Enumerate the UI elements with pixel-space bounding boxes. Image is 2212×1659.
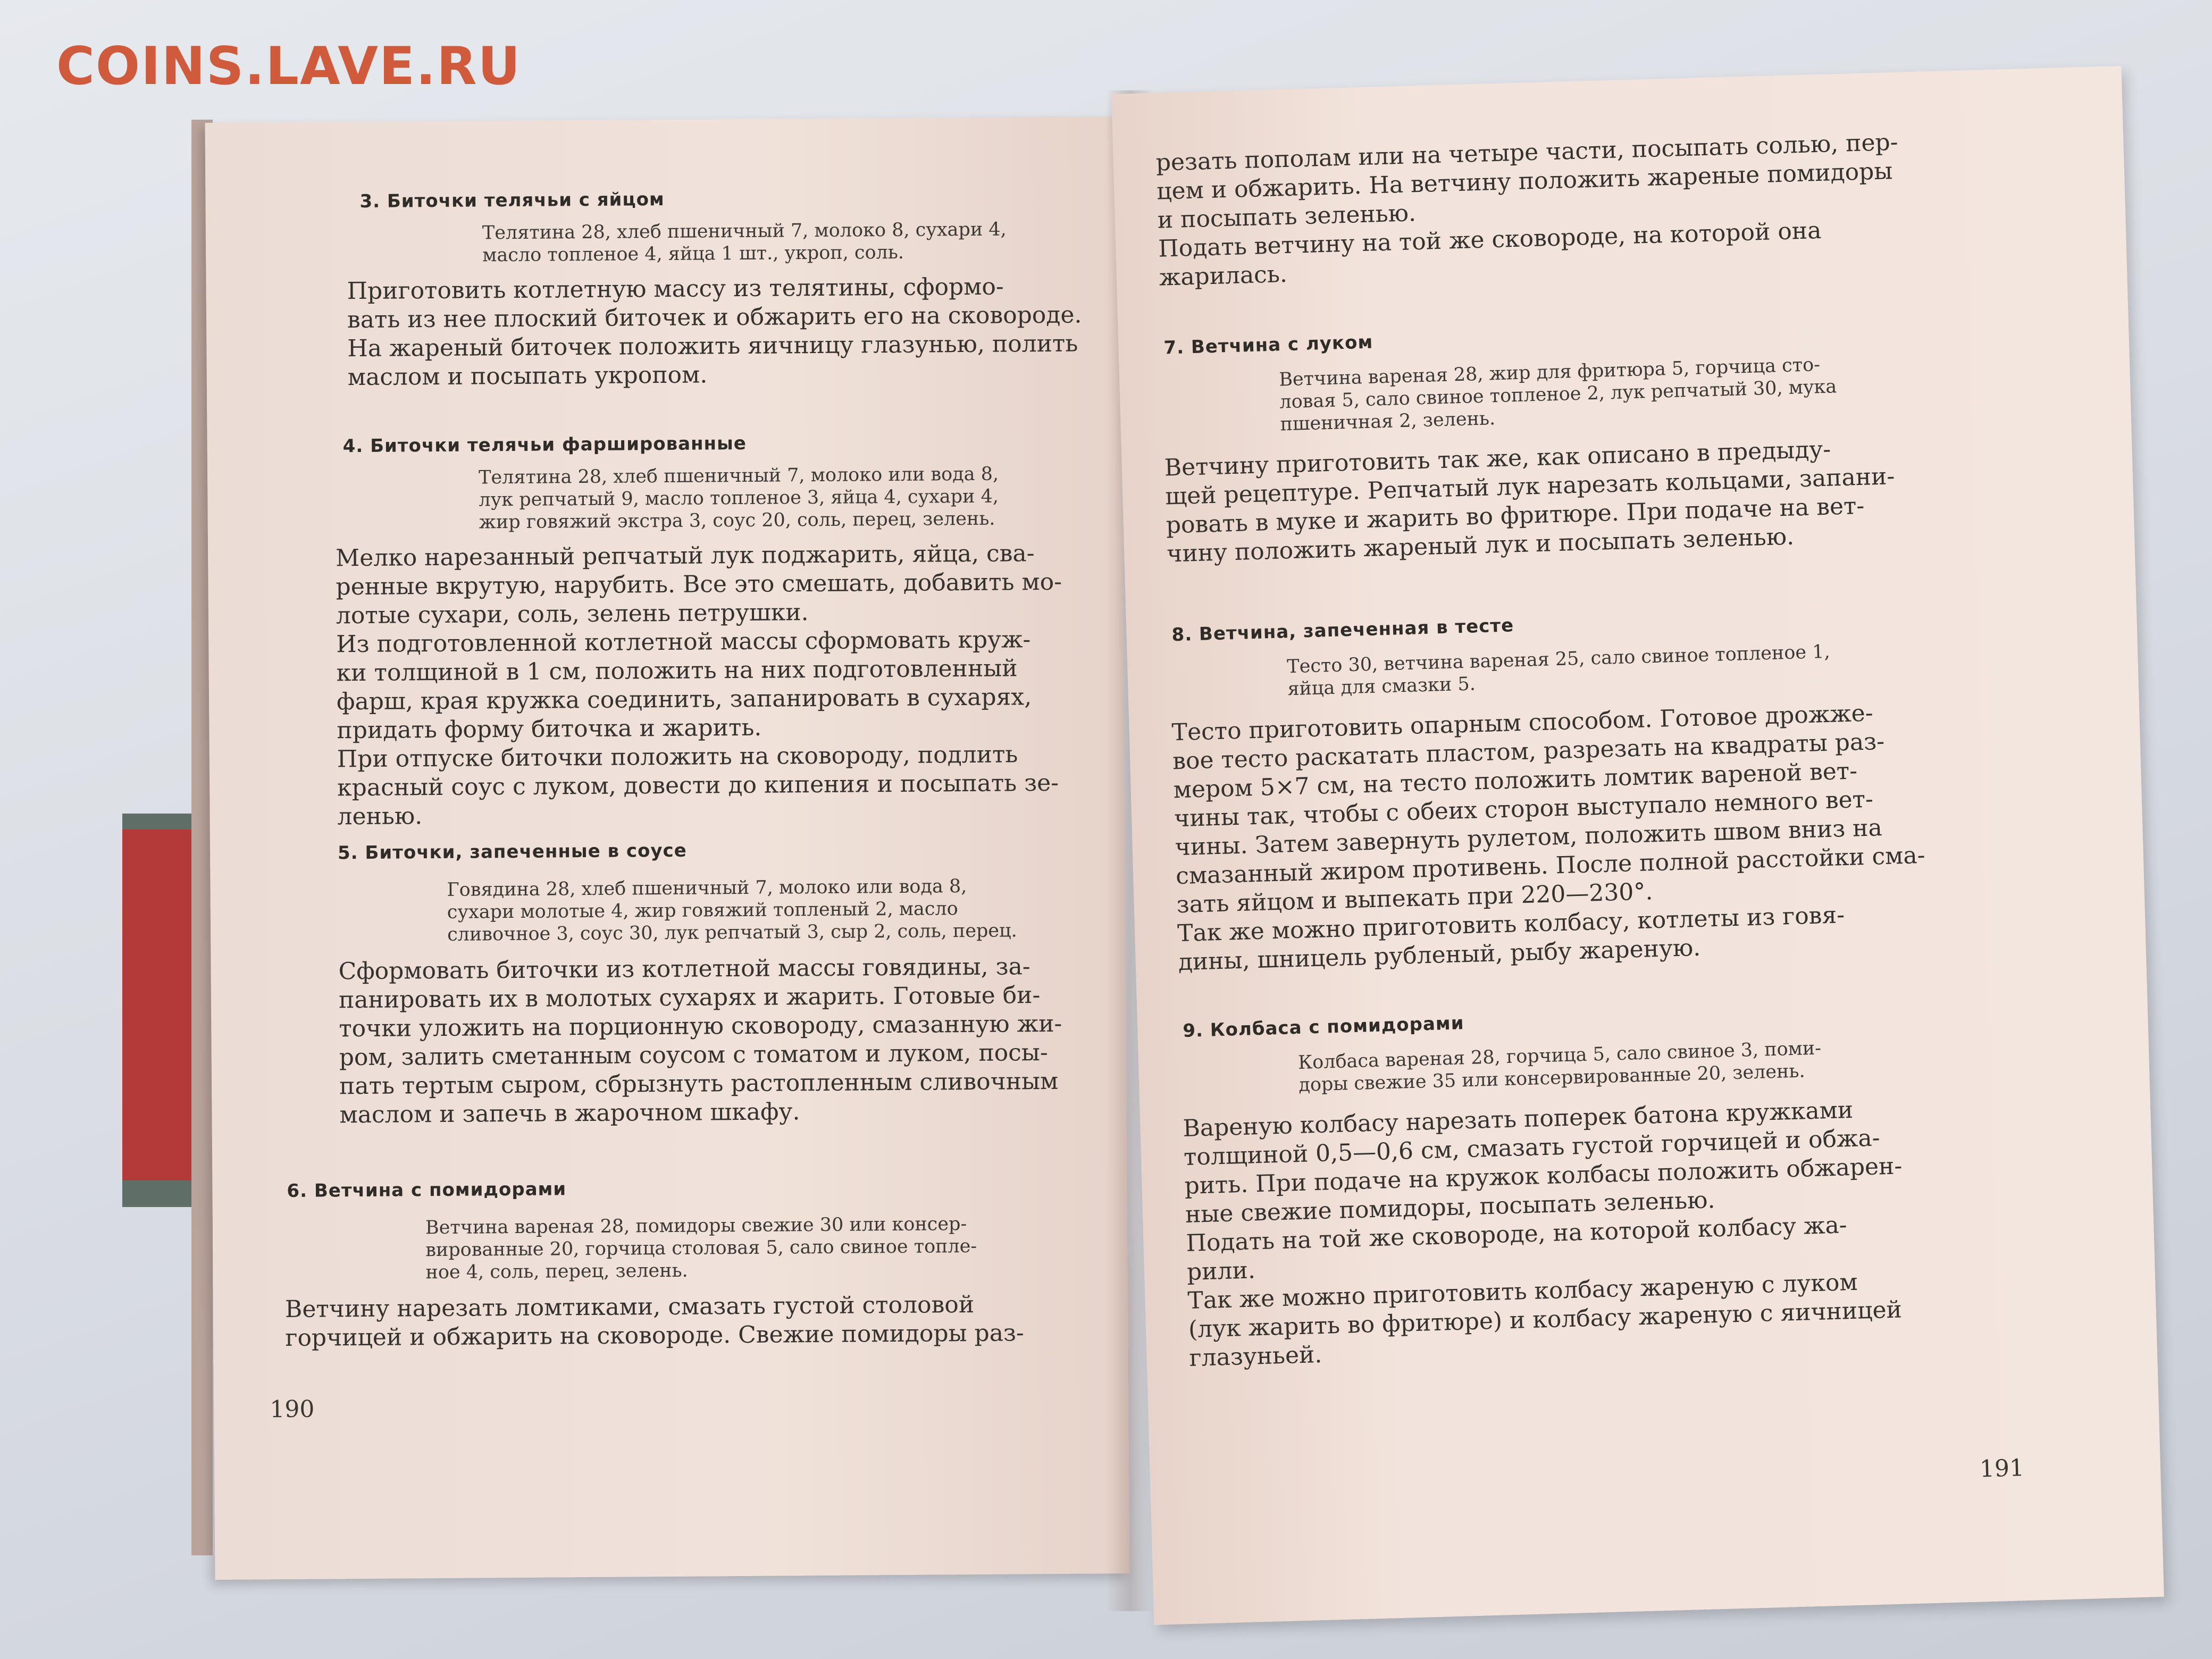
recipe-method: резать пополам или на четыре части, посыпать солью, пер- цем и обжарить. На ветчину положить жареные помидоры и посыпать зеленью. Подать ветчину на той же сковороде, на которой она жарилась.	[1155, 128, 1899, 291]
recipe-ingredients: Колбаса вареная 28, горчица 5, сало свиное 3, поми- доры свежие 35 или консервированные 20, зелень.	[1297, 1037, 1822, 1096]
recipe-7	[1118, 311, 2134, 570]
recipe-ingredients: Тесто 30, ветчина вареная 25, сало свиное топленое 1, яйца для смазки 5.	[1286, 641, 1831, 700]
recipe-4	[207, 430, 1125, 832]
recipe-title: 9. Колбаса с помидорами	[1182, 1012, 1465, 1042]
recipe-method: Вареную колбасу нарезать поперек батона кружками толщиной 0,5—0,6 см, смазать густой горчицей и обжа- рить. При подаче на кружок колбасы положить обжарен- ные свежие помидоры, посыпать зеленью. Подать на той же сковороде, на которой колбасу жа- рили. Так же можно приготовить колбасу жареную с луком (лук жарить во фритюре) и колбасу жареную с яичницей глазуньей.	[1182, 1096, 1903, 1372]
recipe-6	[212, 1175, 1128, 1353]
recipe-title: 3. Биточки телячьи с яйцом	[359, 189, 665, 213]
recipe-method: Мелко нарезанный репчатый лук поджарить, яйца, сва- ренные вкрутую, нарубить. Все это смешать, добавить мо- лотые сухари, соль, зелень петрушки. Из подготовленной котлетной массы сформовать круж- ки толщиной в 1 см, положить на них подготовленный фарш, края кружка соединить, запанировать в сухарях, придать форму биточка и жарить. При отпуске биточки положить на сковороду, подлить красный соус с луком, довести до кипения и посыпать зе- ленью.	[336, 540, 1062, 831]
recipe-title: 7. Ветчина с луком	[1163, 331, 1373, 359]
recipe-3	[205, 186, 1121, 393]
recipe-6-continuation	[1113, 122, 2127, 294]
left-page	[205, 116, 1129, 1580]
recipe-title: 5. Биточки, запеченные в соусе	[337, 840, 687, 864]
recipe-ingredients: Телятина 28, хлеб пшеничный 7, молоко или вода 8, лук репчатый 9, масло топленое 3, яйца 4, сухари 4, жир говяжий экстра 3, соус 20, соль, перец, зелень.	[478, 463, 999, 533]
recipe-title: 6. Ветчина с помидорами	[287, 1178, 567, 1202]
recipe-9	[1137, 993, 2157, 1374]
recipe-method: Тесто приготовить опарным способом. Готовое дрожже- вое тесто раскатать пластом, разрезать на квадраты раз- мером 5×7 см, на тесто положить ломтик вареной вет- чины так, чтобы с обеих сторон выступало немного вет- чины. Затем завернуть рулетом, положить швом вниз на смазанный жиром противень. После полной расстойки сма- зать яйцом и выпекать при 220—230°. Так же можно приготовить колбасу, котлеты из говя- дины, шницель рубленый, рыбу жареную.	[1171, 699, 1926, 976]
page-number: 190	[270, 1395, 315, 1423]
recipe-title: 8. Ветчина, запеченная в тесте	[1171, 615, 1514, 646]
watermark-logo: COINS.LAVE.RU	[56, 36, 522, 97]
recipe-title: 4. Биточки телячьи фаршированные	[342, 432, 747, 457]
right-page	[1111, 66, 2164, 1625]
page-number: 191	[1979, 1454, 2025, 1483]
recipe-method: Ветчину нарезать ломтиками, смазать густой столовой горчицей и обжарить на сковороде. Свежие помидоры раз-	[284, 1291, 1024, 1352]
recipe-8	[1126, 598, 2146, 978]
recipe-method: Ветчину приготовить так же, как описано в предыду- щей рецептуре. Репчатый лук нарезать кольцами, запани- ровать в муке и жарить во фритюре. При подаче на вет- чину положить жареный лук и посыпать зеленью.	[1164, 435, 1895, 568]
recipe-ingredients: Говядина 28, хлеб пшеничный 7, молоко или вода 8, сухари молотые 4, жир говяжий топленый 2, масло сливочное 3, соус 30, лук репчатый 3, сыр 2, соль, перец.	[447, 876, 1017, 945]
recipe-ingredients: Ветчина вареная 28, помидоры свежие 30 или консер- вированные 20, горчица столовая 5, сало свиное топле- ное 4, соль, перец, зелень.	[425, 1213, 977, 1284]
recipe-ingredients: Ветчина вареная 28, жир для фритюра 5, горчица сто- ловая 5, сало свиное топленое 2, лук репчатый 30, мука пшеничная 2, зелень.	[1278, 354, 1837, 435]
recipe-5	[210, 837, 1127, 1130]
recipe-method: Сформовать биточки из котлетной массы говядины, за- панировать их в молотых сухарях и жарить. Готовые би- точки уложить на порционную сковороду, смазанную жи- ром, залить сметанным соусом с томатом и луком, посы- пать тертым сыром, сбрызнуть растопленным сливочным маслом и запечь в жарочном шкафу.	[338, 953, 1062, 1129]
recipe-ingredients: Телятина 28, хлеб пшеничный 7, молоко 8, сухари 4, масло топленое 4, яйца 1 шт., укроп, соль.	[482, 219, 1007, 266]
recipe-method: Приготовить котлетную массу из телятины, сформо- вать из нее плоский биточек и обжарить его на сковороде. На жареный биточек положить яичницу глазунью, полить маслом и посыпать укропом.	[347, 273, 1082, 391]
